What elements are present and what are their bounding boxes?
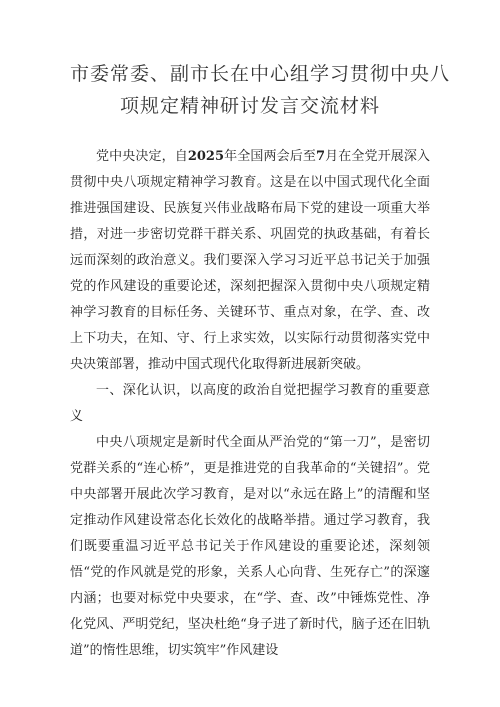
- intro-text-mid: 年全国两会后至: [224, 149, 316, 164]
- document-body: [70, 144, 430, 664]
- section-heading-1: 一、深化认识，以高度的政治自觉把握学习教育的重要意义: [70, 383, 430, 424]
- intro-text-end: 月在全党开展深入贯彻中央八项规定精神学习教育。这是在以中国式现代化全面推进强国建设、民族复兴伟业战略布局下党的建设一项重大举措，对进一步密切党群干群关系、巩固党的执政基础，有着长远而深刻的政治意义。我们要深入学习习近平总书记关于加强党的作风建设的重要论述，深刻把握深入贯彻中央八项规定精神学习教育的目标任务、关键环节、重点对象，在学、查、改上下功夫，在知、守、行上求实效，以实际行动贯彻落实党中央决策部署，推动中国式现代化取得新进展新突破。: [70, 149, 430, 372]
- section-1-paragraph: 中央八项规定是新时代全面从严治党的“第一刀”，是密切党群关系的“连心桥”，更是推进党的自我革命的“关键招”。党中央部署开展此次学习教育，是对以“永远在路上”的清醒和坚定推动作风建设常态化长效化的战略举措。通过学习教育，我们既要重温习近平总书记关于作风建设的重要论述，深刻领悟“党的作风就是党的形象，关系人心向背、生死存亡”的深邃内涵；也要对标党中央要求，在“学、查、改”中锤炼党性、净化党风、严明党纪，坚决杜绝“身子进了新时代，脑子还在旧轨道”的惰性思维，切实筑牢”作风建设: [70, 435, 430, 658]
- intro-year: 2025: [187, 149, 225, 164]
- intro-text-start: 党中央决定，自: [96, 149, 188, 164]
- document-title: [70, 58, 451, 122]
- intro-month: 7: [315, 149, 326, 164]
- document-title-line-2: 项规定精神研讨发言交流材料: [119, 95, 380, 117]
- document-title-line-1: 市委常委、副市长在中心组学习贯彻中央八: [70, 63, 451, 85]
- intro-paragraph: [70, 144, 430, 378]
